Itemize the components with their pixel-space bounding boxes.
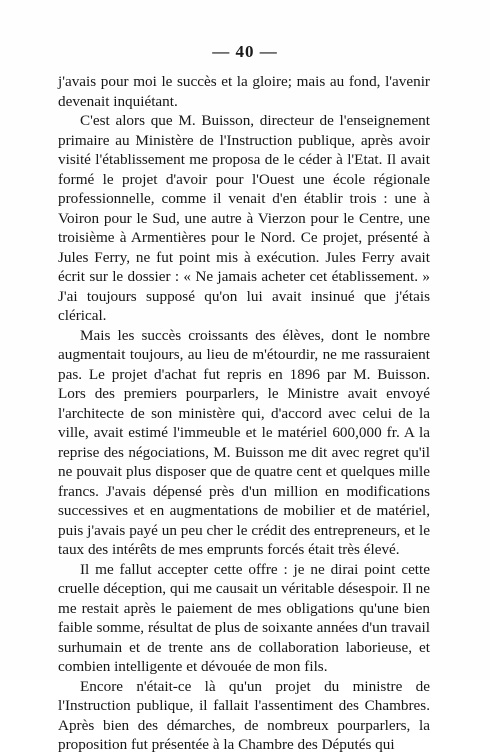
paragraph-3: Mais les succès croissants des élèves, dont le nombre augmentait toujours, au lieu de m'étourdir, ne me rassuraient pas. Le projet d'achat fut repris en 1896 par M. Buisson. Lors des premiers pourparlers, le Ministre avait envoyé l'architecte de son ministère qui, d'accord avec celui de la ville, avait estimé l'immeuble et le matériel 600,000 fr. A la reprise des négociations, M. Buisson me dit avec regret qu'il ne pouvait plus disposer que de quatre cent et quelques mille francs. J'avais dépensé près d'un million en modifications successives et en augmentations de mobilier et de matériel, puis j'avais payé un peu cher le crédit des entrepreneurs, et le taux des intérêts de mes emprunts forcés était très élevé. xyxy=(58,326,430,558)
page-number: — 40 — xyxy=(212,42,278,61)
paragraph-1: j'avais pour moi le succès et la gloire; mais au fond, l'avenir devenait inquiétant. xyxy=(58,73,430,110)
paragraph-2: C'est alors que M. Buisson, directeur de l'enseignement primaire au Ministère de l'Instruction publique, après avoir visité l'établissement me proposa de le céder à l'Etat. Il avait formé le projet d'avoir pour l'Ouest une école régionale professionnelle, comme il venait d'en établir trois : une à Voiron pour le Sud, une autre à Vierzon pour le Centre, une troisième à Armentières pour le Nord. Ce projet, présenté à Jules Ferry, ne fut point mis à exécution. Jules Ferry avait écrit sur le dossier : « Ne jamais acheter cet établissement. » J'ai toujours supposé qu'on lui avait insinué que j'étais clérical. xyxy=(58,112,430,324)
body-text xyxy=(58,72,430,755)
paragraph-4: Il me fallut accepter cette offre : je ne dirai point cette cruelle déception, qui me causait un véritable désespoir. Il ne me restait après le paiement de mes obligations qu'une bien faible somme, résultat de plus de soixante années d'un travail surhumain et de trente ans de collaboration laborieuse, et combien intelligente et dévouée de mon fils. xyxy=(58,560,430,675)
paragraph-5: Encore n'était-ce là qu'un projet du ministre de l'Instruction publique, il fallait l'assentiment des Chambres. Après bien des démarches, de nombreux pourparlers, la proposition fut présentée à la Chambre des Députés qui xyxy=(58,677,430,753)
